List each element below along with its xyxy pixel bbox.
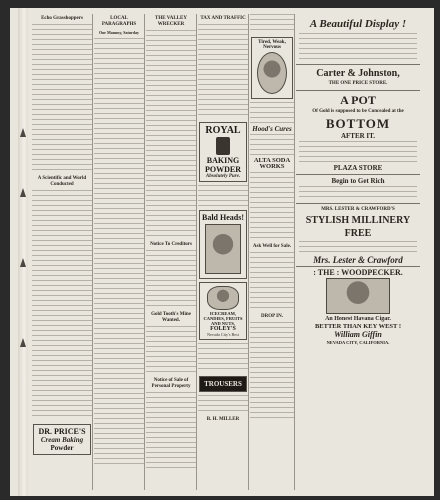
stylish-heading: STYLISH MILLINERY (305, 215, 411, 226)
col4-text-block-2 (198, 185, 248, 207)
plaza-heading: PLAZA STORE (333, 164, 383, 172)
alta-title: ALTA SODA WORKS (253, 157, 291, 170)
col3-sub3: Notice of Sale of Personal Property (151, 378, 191, 389)
beautiful-display-heading: A Beautiful Display ! (309, 18, 407, 30)
col2-text-block (94, 38, 144, 468)
col1-subheading: A Scientific and World Conducted (37, 176, 87, 187)
signature-script: Mrs. Lester & Crawford (313, 255, 403, 265)
free-heading: FREE (344, 228, 372, 239)
bald-title: Bald Heads! (201, 213, 244, 222)
hoods-title: Hood's Cures (252, 125, 292, 133)
col6-text-block-3 (299, 186, 417, 200)
column-1 (32, 14, 93, 490)
divider (296, 90, 420, 91)
better-heading: BETTER THAN KEY WEST ! (314, 323, 402, 330)
baking-can-icon (216, 137, 230, 155)
havana-heading: An Honest Havana Cigar. (325, 316, 391, 322)
divider (296, 174, 420, 175)
column-6 (296, 14, 420, 490)
divider (296, 64, 420, 65)
icecream-ad (199, 282, 247, 340)
col3-text-block-2 (146, 250, 196, 310)
royal-baking-ad (199, 122, 247, 182)
col3-sub1: Notice To Creditors (150, 242, 192, 247)
divider (296, 266, 420, 267)
bald-heads-ad (199, 210, 247, 279)
col3-sub2: Gold Tooth's Mine Wanted. (151, 312, 191, 323)
col5-text-block-4 (250, 172, 294, 242)
city-footer: NEVADA CITY, CALIFORNIA. (326, 340, 390, 345)
newspaper-page (10, 8, 434, 496)
price-ad-line3: Powder (50, 444, 74, 452)
col5-text-block-6 (250, 322, 294, 422)
column-2 (94, 14, 145, 490)
trousers-ad: TROUSERS (199, 376, 247, 392)
woodpecker-heading: : THE : WOODPECKER. (313, 268, 403, 277)
col6-text-block-2 (299, 141, 417, 163)
portrait-illustration (257, 52, 287, 94)
royal-line3: POWDER (205, 165, 241, 174)
col6-text-block (299, 33, 417, 61)
pot-subheading: Of Gold is supposed to be Concealed at the (312, 109, 404, 114)
distributor-name: William Giffin (334, 330, 382, 339)
col3-heading: THE VALLEY WRECKER (155, 16, 187, 27)
royal-line4: Absolutely Pure. (205, 174, 241, 179)
col1-text-block-2 (32, 190, 92, 420)
page-fold (18, 8, 28, 496)
col5-text-block-3 (250, 134, 294, 156)
column-3 (146, 14, 197, 490)
col5-text-block-2 (250, 102, 294, 124)
drop-title: DROP IN. (261, 314, 283, 319)
col5-text-block-5 (250, 252, 294, 312)
rich-heading: Begin to Get Rich (331, 177, 385, 185)
col3-text-block (146, 30, 196, 240)
fruit-basket-illustration (207, 286, 239, 310)
mrs-heading: MRS. LESTER & CRAWFORD'S (321, 207, 395, 212)
column-4 (198, 14, 249, 490)
col4-text-block-4 (198, 395, 248, 415)
icecream-line3: Nevada City's Best (207, 332, 239, 337)
royal-line1: ROYAL (205, 125, 241, 136)
miller-name: B. H. MILLER (206, 417, 240, 423)
col5-text-block (250, 14, 294, 34)
col4-text-block (198, 24, 248, 119)
bottom-heading: BOTTOM (325, 116, 391, 131)
price-baking-ad (33, 424, 91, 455)
tired-ad (251, 37, 293, 99)
carter-subheading: THE ONE PRICE STORE. (328, 81, 388, 86)
royal-line2: BAKING (206, 156, 240, 165)
col2-subheading: Our Mammy, Saturday (98, 30, 140, 35)
carter-heading: Carter & Johnston, (316, 68, 400, 79)
icecream-line2: FOLEY'S (210, 326, 236, 332)
price-ad-line2: Cream Baking (40, 436, 84, 444)
icecream-line1: ICECREAM, CANDIES, FRUITS AND NUTS, (203, 311, 243, 326)
divider (296, 203, 420, 204)
bald-head-illustration (205, 224, 241, 274)
col1-text-block (32, 24, 92, 174)
woodpecker-illustration (326, 278, 390, 314)
col6-text-block-4 (299, 241, 417, 255)
sale-title: Ask Well for Sale. (252, 244, 292, 249)
after-heading: AFTER IT. (340, 132, 376, 140)
col2-heading: LOCAL PARAGRAPHS (101, 16, 137, 27)
column-5 (250, 14, 295, 490)
col1-heading: Echo Grasshoppers (41, 16, 83, 21)
price-ad-line1: DR. PRICE'S (38, 427, 86, 436)
col3-text-block-4 (146, 392, 196, 472)
col3-text-block-3 (146, 326, 196, 376)
col4-heading: TAX AND TRAFFIC (200, 16, 246, 21)
pot-heading: A POT (340, 93, 376, 107)
tired-title: Tired, Weak, Nervous (258, 40, 286, 50)
col4-text-block-3 (198, 343, 248, 373)
